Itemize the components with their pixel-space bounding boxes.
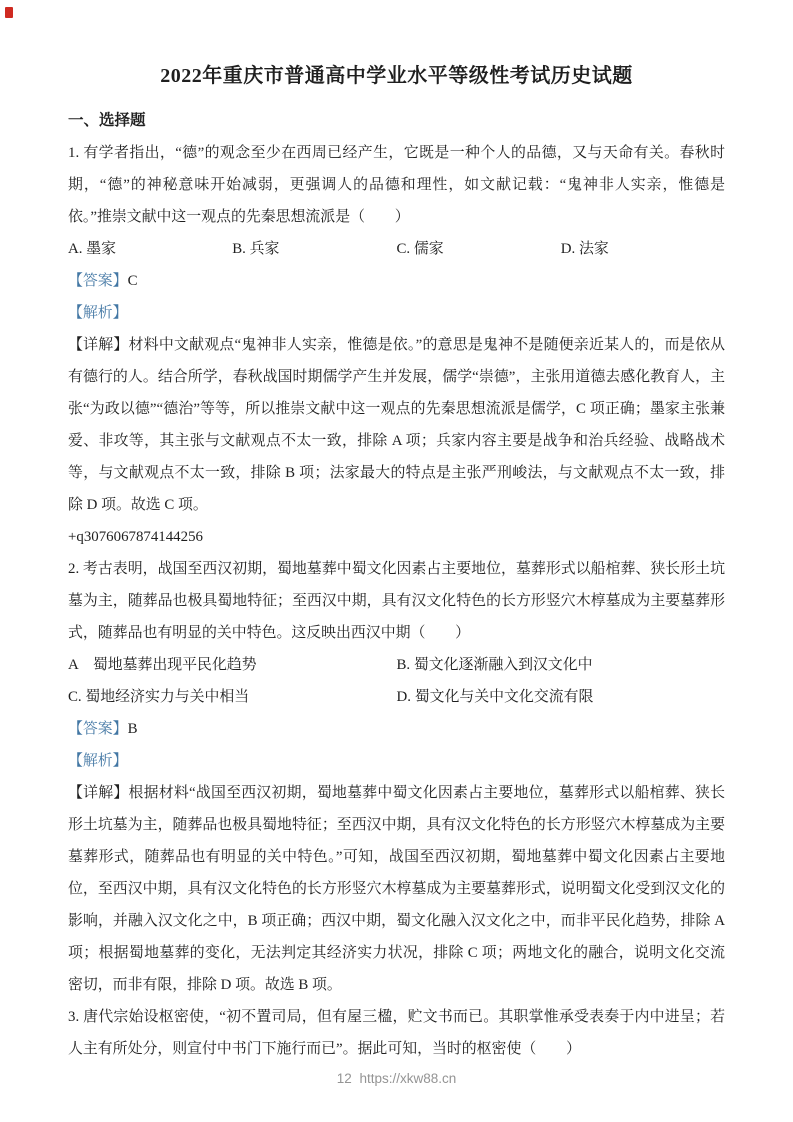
option-c: C. 儒家 xyxy=(396,241,444,257)
analysis-label: 【解析】 xyxy=(68,753,128,769)
analysis-label: 【解析】 xyxy=(68,305,128,321)
answer-line xyxy=(68,713,725,745)
option-b: B. 蜀文化逐渐融入到汉文化中 xyxy=(396,657,593,673)
option-b: B. 兵家 xyxy=(232,241,280,257)
detail-explanation: 【详解】材料中文献观点“鬼神非人实亲，惟德是依。”的意思是鬼神不是随便亲近某人的，而是依从有德行的人。结合所学，春秋战国时期儒学产生并发展，儒学“崇德”，主张用道德去感化教育人，主张“为政以德”“德治”等等，所以推崇文献中这一观点的先秦思想流派是儒学，C 项正确；墨家主张兼爱、非攻等，其主张与文献观点不太一致，排除 A 项；兵家内容主要是战争和治兵经验、战略战术等，与文献观点不太一致，排除 B 项；法家最大的特点是主张严刑峻法，与文献观点不太一致，排除 D 项。故选 C 项。 xyxy=(68,337,725,513)
page-title: 2022年重庆市普通高中学业水平等级性考试历史试题 xyxy=(160,65,633,87)
question-3 xyxy=(68,1001,725,1065)
answer-label: 【答案】 xyxy=(68,273,128,289)
question-options xyxy=(68,233,725,265)
option-a: A 蜀地墓葬出现平民化趋势 xyxy=(68,657,257,673)
question-stem: 3. 唐代宗始设枢密使，“初不置司局，但有屋三楹，贮文书而已。其职掌惟承受表奏于内中进呈；若人主有所处分，则宣付中书门下施行而已”。据此可知，当时的枢密使（ ） xyxy=(68,1009,725,1057)
question-1 xyxy=(68,137,725,553)
page-number: 12 xyxy=(336,1071,352,1086)
red-watermark-mark xyxy=(5,7,13,18)
answer-value: C xyxy=(127,273,138,289)
detail-explanation: 【详解】根据材料“战国至西汉初期，蜀地墓葬中蜀文化因素占主要地位，墓葬形式以船棺葬、狭长形土坑墓为主，随葬品也极具蜀地特征；至西汉中期，具有汉文化特色的长方形竖穴木椁墓成为主要墓葬形式，随葬品也有明显的关中特色。”可知，战国至西汉初期，蜀地墓葬中蜀文化因素占主要地位，至西汉中期，具有汉文化特色的长方形竖穴木椁墓成为主要墓葬形式，说明蜀文化受到汉文化的影响，并融入汉文化之中，B 项正确；西汉中期，蜀文化融入汉文化之中，而非平民化趋势，排除 A 项；根据蜀地墓葬的变化，无法判定其经济实力状况，排除 C 项；两地文化的融合，说明文化交流密切，而非有限，排除 D 项。故选 B 项。 xyxy=(68,785,725,993)
answer-line xyxy=(68,265,725,297)
question-stem: 1. 有学者指出，“德”的观念至少在西周已经产生，它既是一种个人的品德，又与天命有关。春秋时期，“德”的神秘意味开始减弱，更强调人的品德和理性，如文献记载：“鬼神非人实亲，惟德是依。”推崇文献中这一观点的先秦思想流派是（ ） xyxy=(68,145,725,225)
question-options xyxy=(68,649,725,713)
answer-label: 【答案】 xyxy=(68,721,128,737)
option-c: C. 蜀地经济实力与关中相当 xyxy=(68,689,250,705)
page-footer xyxy=(0,1071,793,1086)
option-d: D. 法家 xyxy=(560,241,609,257)
question-stem: 2. 考古表明，战国至西汉初期，蜀地墓葬中蜀文化因素占主要地位，墓葬形式以船棺葬、狭长形土坑墓为主，随葬品也极具蜀地特征；至西汉中期，具有汉文化特色的长方形竖穴木椁墓成为主要墓葬形式，随葬品也有明显的关中特色。这反映出西汉中期（ ） xyxy=(68,561,725,641)
footer-url: https://xkw88.cn xyxy=(359,1071,457,1086)
option-a: A. 墨家 xyxy=(68,241,116,257)
answer-value: B xyxy=(127,721,138,737)
analysis-line xyxy=(68,297,725,329)
question-2 xyxy=(68,553,725,1001)
analysis-line xyxy=(68,745,725,777)
option-d: D. 蜀文化与关中文化交流有限 xyxy=(396,689,594,705)
section-heading-multiple-choice: 一、选择题 xyxy=(68,112,146,129)
stray-code-text: +q3076067874144256 xyxy=(68,529,203,545)
